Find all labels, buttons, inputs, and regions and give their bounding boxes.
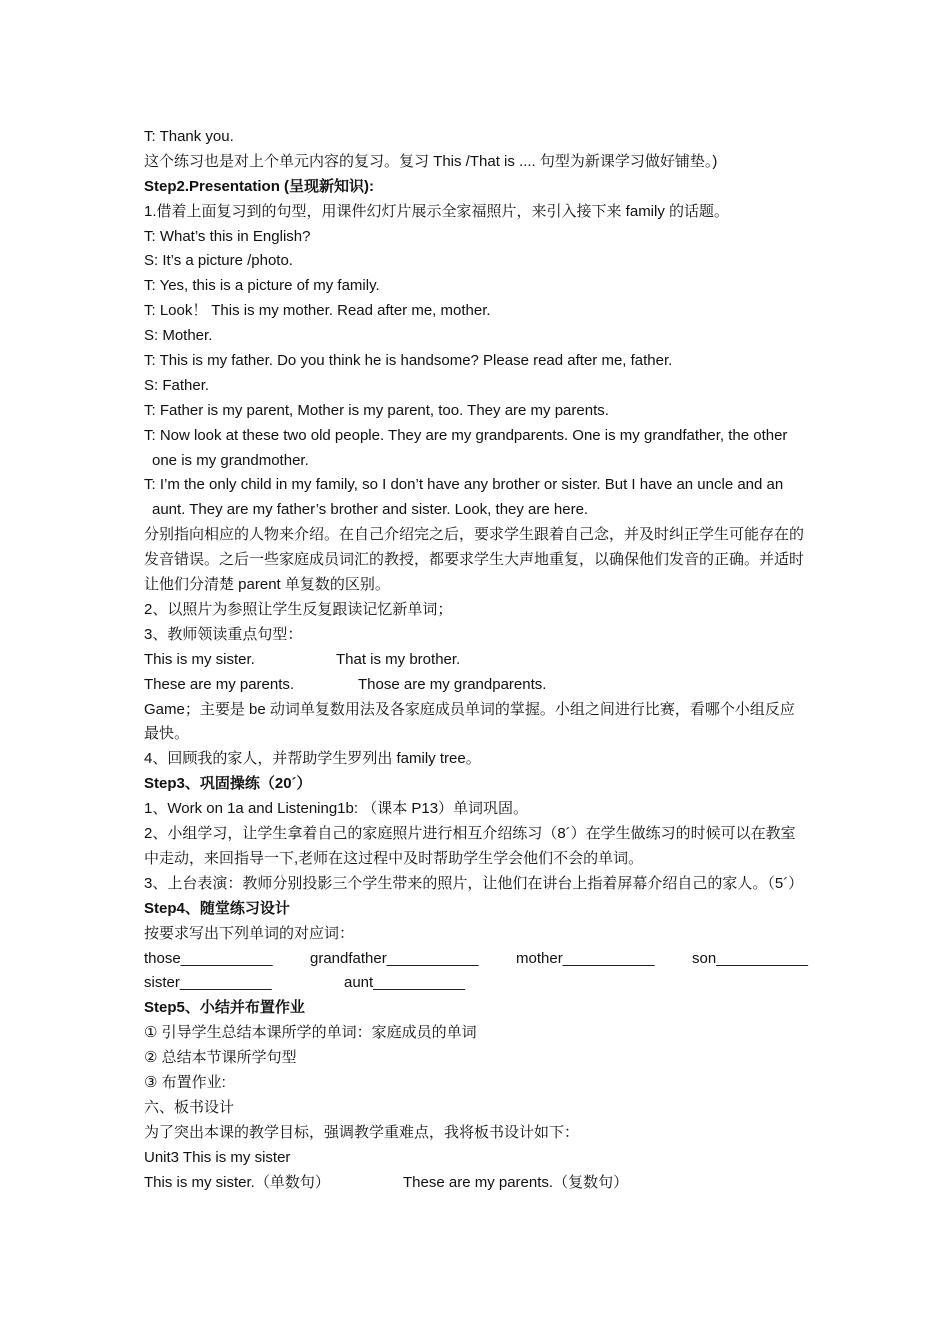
paragraph: 2、小组学习，让学生拿着自己的家庭照片进行相互介绍练习（8´）在学生做练习的时候可以在教室中走动，来回指导一下,老师在这过程中及时帮助学生学会他们不会的单词。: [144, 825, 796, 867]
paragraph: 3、教师领读重点句型：: [144, 625, 303, 643]
paragraph: 按要求写出下列单词的对应词：: [144, 924, 355, 942]
sentence-pair: [144, 648, 808, 673]
paragraph: 这个练习也是对上个单元内容的复习。复习 This /That is .... 句型为新课学习做好铺垫。): [144, 152, 718, 170]
paragraph: 六、板书设计: [144, 1098, 235, 1116]
sentence-right: Those are my grandparents.: [358, 675, 547, 693]
dialogue-line: T: What’s this in English?: [144, 227, 311, 245]
exercise-blank: those___________: [144, 949, 273, 967]
document-body: [144, 125, 808, 1195]
sentence-right: That is my brother.: [336, 650, 461, 668]
exercise-blank: sister___________: [144, 974, 272, 992]
sentence-left: These are my parents.: [144, 675, 295, 693]
dialogue-line: T: Now look at these two old people. They are my grandparents. One is my grandfather, the other: [144, 426, 788, 444]
dialogue-line: T: I’m the only child in my family, so I don’t have any brother or sister. But I have an uncle and an: [144, 476, 784, 494]
list-item: ② 总结本节课所学句型: [144, 1049, 297, 1067]
paragraph: 1.借着上面复习到的句型，用课件幻灯片展示全家福照片，来引入接下来 family 的话题。: [144, 202, 730, 220]
section-heading: Step5、小结并布置作业: [144, 999, 305, 1017]
dialogue-line: T: Yes, this is a picture of my family.: [144, 277, 380, 295]
paragraph: 3、上台表演：教师分别投影三个学生带来的照片，让他们在讲台上指着屏幕介绍自己的家人。（5´）: [144, 874, 804, 892]
exercise-blank: aunt___________: [344, 974, 465, 992]
exercise-row: [144, 947, 808, 972]
paragraph: 分别指向相应的人物来介绍。在自己介绍完之后，要求学生跟着自己念，并及时纠正学生可能存在的发音错误。之后一些家庭成员词汇的教授，都要求学生大声地重复，以确保他们发音的正确。并适时让他们分清楚 parent 单复数的区别。: [144, 526, 805, 594]
sentence-right: These are my parents.（复数句）: [403, 1173, 629, 1191]
paragraph: Game；主要是 be 动词单复数用法及各家庭成员单词的掌握。小组之间进行比赛，看哪个小组反应最快。: [144, 700, 795, 743]
dialogue-line: T: Father is my parent, Mother is my parent, too. They are my parents.: [144, 401, 609, 419]
sentence-left: This is my sister.: [144, 650, 255, 668]
paragraph: T: Thank you.: [144, 128, 234, 145]
sentence-pair: [144, 673, 808, 698]
section-heading: Step3、巩固操练（20´）: [144, 775, 312, 793]
exercise-blank: grandfather___________: [310, 949, 479, 967]
paragraph: 2、以照片为参照让学生反复跟读记忆新单词；: [144, 600, 453, 618]
list-item: ③ 布置作业:: [144, 1073, 226, 1091]
dialogue-line: T: This is my father. Do you think he is handsome? Please read after me, father.: [144, 352, 673, 370]
exercise-row: [144, 971, 808, 996]
paragraph: Unit3 This is my sister: [144, 1148, 291, 1166]
dialogue-line: S: Father.: [144, 376, 210, 394]
exercise-blank: son___________: [692, 949, 808, 967]
list-item: ① 引导学生总结本课所学的单词：家庭成员的单词: [144, 1024, 477, 1042]
sentence-pair: [144, 1171, 808, 1196]
section-heading: Step2.Presentation (呈现新知识):: [144, 177, 375, 195]
sentence-left: This is my sister.（单数句）: [144, 1173, 330, 1191]
dialogue-line-continued: one is my grandmother.: [152, 451, 309, 469]
section-heading: Step4、随堂练习设计: [144, 899, 290, 917]
dialogue-line: S: It’s a picture /photo.: [144, 252, 293, 270]
dialogue-line: S: Mother.: [144, 327, 213, 345]
paragraph: 1、Work on 1a and Listening1b: （课本 P13）单词巩固。: [144, 800, 529, 818]
exercise-blank: mother___________: [516, 949, 655, 967]
dialogue-line: T: Look！ This is my mother. Read after me, mother.: [144, 302, 491, 320]
dialogue-line-continued: aunt. They are my father’s brother and sister. Look, they are here.: [152, 501, 589, 519]
paragraph: 为了突出本课的教学目标，强调教学重难点，我将板书设计如下：: [144, 1123, 580, 1141]
paragraph: 4、回顾我的家人，并帮助学生罗列出 family tree。: [144, 750, 481, 768]
